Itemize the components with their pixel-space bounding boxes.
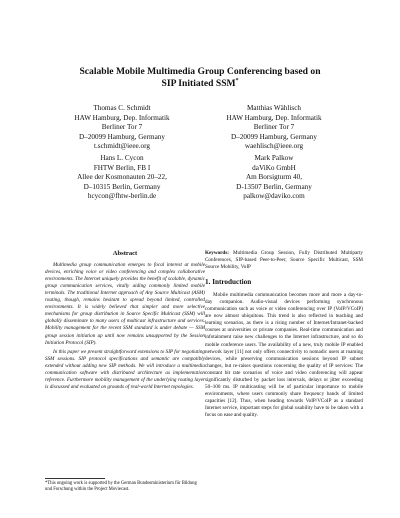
author-email: t.schmidt@ieee.org xyxy=(94,142,150,151)
author-email: palkow@daviko.com xyxy=(243,192,305,201)
introduction-paragraph: Mobile multimedia communication becomes more and more a day-to-day companion. Audio-visual devices performing synchronous communication such as voice or video conferencing over IP (VoIP/VCoIP) are now almost ubiquitous. This trend is also reflected in teaching and learning scenarios, as there is a rising number of Internet/Intranet-backed courses at universities or private companies. Real-time communication and infotainment raise new challenges to the Internet infrastructure, and so do mobile conference users. The availability of a new, truly mobile IP enabled network layer [11] not only offers connectivity to nomadic users at roaming devices, while preserving communication sessions beyond IP subnet changes, but re-raises questions concerning the quality of IP services: The constant bit rate scenarios of voice and video conferencing will appear significantly disturbed by packet loss intervals, delays or jitter exceeding 50–100 ms. IP multicasting will be of particular importance to mobile environments, where users commonly share frequency bands of limited capacities [12]. Thus, when heading towards VoIP/VCoIP as a standard Internet service, important steps for global usability have to be taken with a focus on ease and quality. xyxy=(205,292,363,418)
author-affiliation: HAW Hamburg, Dep. Informatik xyxy=(226,113,322,122)
keywords-text: Multimedia Group Session, Fully Distributed Multiparty Conferences, SIP-based Peer-to-Peer, Source Specific Multicast, SSM Source Mobility, VoIP xyxy=(205,250,363,271)
author-name: Mark Palkow xyxy=(254,154,294,162)
footnote-rule xyxy=(45,478,105,479)
right-column xyxy=(205,250,363,419)
footnote: *This ongoing work is supported by the German Bundesministerium für Bildung und Forschung within the Project Moviecast. xyxy=(45,481,197,492)
title-line-2 xyxy=(0,78,400,90)
title-footnote-mark: * xyxy=(235,77,239,84)
abstract-paragraph-2: In this paper we present straightforward extensions to SIP for negotiating SSM sessions. SIP protocol specifications and semantic are compatibly extended without adding new SIP methods. We will introduce a multimedia communication software with distributed architecture as implementation reference. Furthermore mobility management of the underlying routing layer is discussed and evaluated on grounds of real-world Internet topologies. xyxy=(45,348,205,390)
author-email: waehlisch@ieee.org xyxy=(244,142,304,151)
paper-title xyxy=(0,66,400,90)
author-affiliation: FHTW Berlin, FB I xyxy=(93,163,151,172)
author-city: D-13507 Berlin, Germany xyxy=(236,182,312,191)
keywords xyxy=(205,250,363,271)
author-schmidt xyxy=(42,104,202,152)
author-palkow xyxy=(194,154,354,202)
author-street: Allee der Kosmonauten 20–22, xyxy=(77,173,167,182)
author-street: Berliner Tor 7 xyxy=(101,123,143,132)
title-line-1: Scalable Mobile Multimedia Group Conferencing based on xyxy=(79,66,321,77)
author-name: Hans L. Cycon xyxy=(100,154,144,162)
keywords-label: Keywords: xyxy=(205,250,229,256)
author-name: Matthias Wählisch xyxy=(247,104,301,112)
author-affiliation: HAW Hamburg, Dep. Informatik xyxy=(74,113,170,122)
author-email: hcycon@fhtw-berlin.de xyxy=(87,192,157,201)
section-heading-introduction: 1. Introduction xyxy=(205,278,252,287)
left-column xyxy=(45,250,205,391)
author-city: D–20099 Hamburg, Germany xyxy=(231,132,317,141)
author-affiliation: daViKo GmbH xyxy=(252,163,296,172)
title-line-2-text: SIP Initiated SSM xyxy=(161,78,236,89)
author-cycon xyxy=(42,154,202,202)
author-name: Thomas C. Schmidt xyxy=(93,104,151,112)
author-city: D–20099 Hamburg, Germany xyxy=(79,132,165,141)
author-street: Berliner Tor 7 xyxy=(253,123,295,132)
author-waehlisch xyxy=(194,104,354,152)
abstract-paragraph-1: Multimedia group communication emerges to focal interest at mobile devices, enriching voice or video conferencing and complex collaborative environments. The Internet uniquely provides the benefit of scalable, dynamic group communication services, vitally aiding commonly limited mobile terminals. The traditional Internet approach of Any Source Multicast (ASM) routing, though, remains hesitant to spread beyond limited, controlled environments. It is widely believed that simpler and more selective mechanisms for group distribution in Source Specific Multicast (SSM) will globally disseminate to many users of multicast infrastructure and services. Mobility management for the recent SSM standard is under debate — SSM group session initiation up until now remains unsupported by the Session Initiation Protocol (SIP). xyxy=(45,262,205,346)
abstract-heading: Abstract xyxy=(112,250,138,257)
author-street: Am Borsigturm 40, xyxy=(245,173,303,182)
author-city: D–10315 Berlin, Germany xyxy=(83,182,161,191)
